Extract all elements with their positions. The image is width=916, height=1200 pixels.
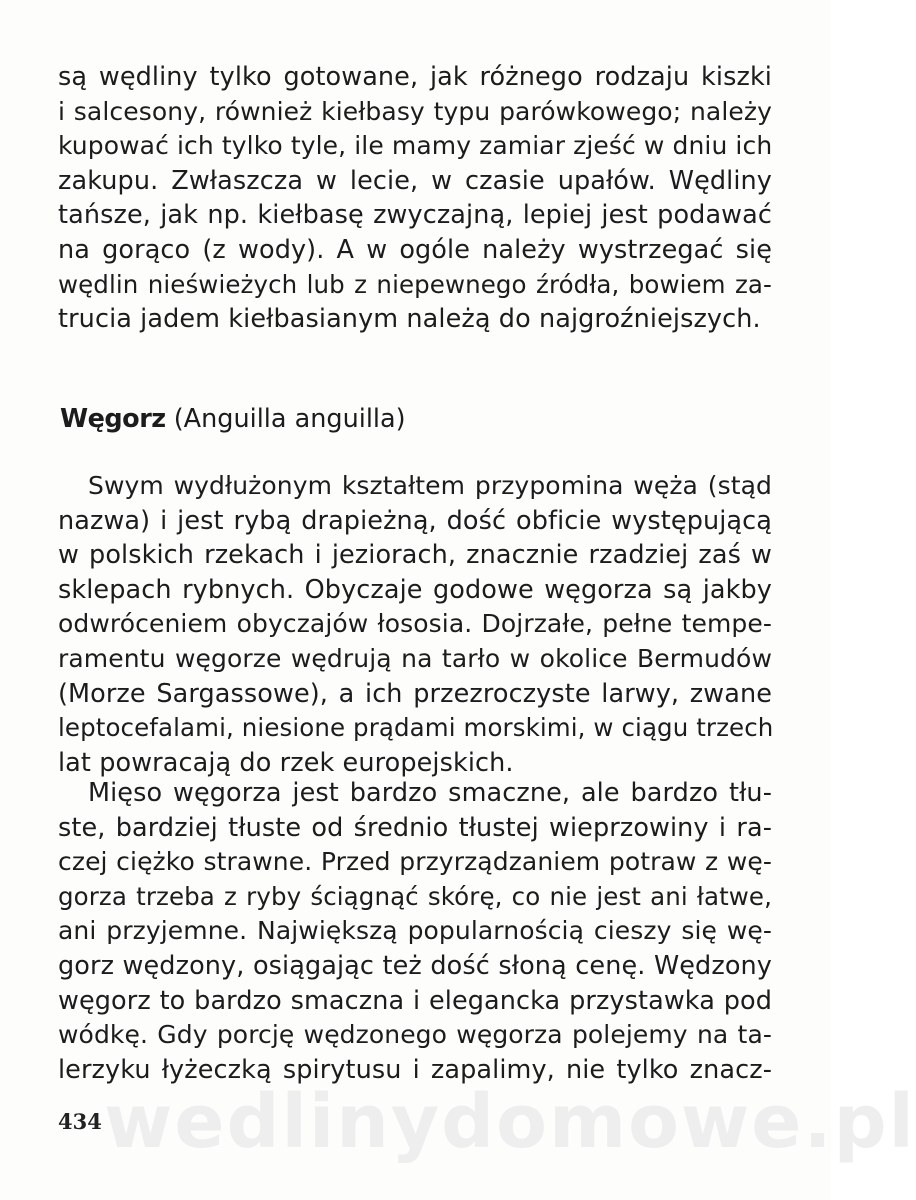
watermark: wedlinydomowe.pl <box>104 1079 916 1165</box>
text-line: Mięso węgorza jest bardzo smaczne, ale bardzo tłu- <box>88 778 772 808</box>
text-line: lat powracają do rzek europejskich. <box>58 747 514 778</box>
page-number: 434 <box>58 1109 102 1134</box>
text-line: w polskich rzekach i jeziorach, znacznie rzadziej zaś w <box>58 540 772 571</box>
text-line: lerzyku łyżeczką spirytusu i zapalimy, nie tylko znacz- <box>58 1054 772 1085</box>
text-line: i salcesony, również kiełbasy typu parówkowego; należy <box>58 96 772 126</box>
text-line: węgorz to bardzo smaczna i elegancka przystawka pod <box>58 985 772 1016</box>
text-line: Swym wydłużonym kształtem przypomina węża (stąd <box>88 471 772 500</box>
text-line: nazwa) i jest rybą drapieżną, dość obficie występującą <box>58 505 772 536</box>
text-line: wódkę. Gdy porcję wędzonego węgorza polejemy na ta- <box>58 1020 772 1050</box>
heading-latin-name: (Anguilla anguilla) <box>173 404 406 434</box>
text-line: są wędliny tylko gotowane, jak różnego rodzaju kiszki <box>58 62 772 92</box>
text-line: gorza trzeba z ryby ściągnąć skórę, co nie jest ani łatwe, <box>58 881 772 911</box>
text-line: ramentu węgorze wędrują na tarło w okolice Bermudów <box>58 643 772 673</box>
text-line: zakupu. Zwłaszcza w lecie, w czasie upałów. Wędliny <box>58 165 772 196</box>
text-line: tańsze, jak np. kiełbasę zwyczajną, lepiej jest podawać <box>58 200 772 231</box>
paragraph-eel-meat <box>58 776 772 1087</box>
paragraph-eel-description <box>58 469 772 780</box>
text-line: czej ciężko strawne. Przed przyrządzaniem potraw z wę- <box>58 847 772 877</box>
text-line: (Morze Sargassowe), a ich przezroczyste larwy, zwane <box>58 678 772 709</box>
text-line: na gorąco (z wody). A w ogóle należy wystrzegać się <box>58 234 772 265</box>
text-line: trucia jadem kiełbasianym należą do najgroźniejszych. <box>58 304 761 335</box>
text-line: wędlin nieświeżych lub z niepewnego źródła, bowiem za- <box>58 269 772 299</box>
text-line: ani przyjemne. Największą popularnością cieszy się wę- <box>58 916 772 946</box>
text-line: kupować ich tylko tyle, ile mamy zamiar zjeść w dniu ich <box>58 131 773 161</box>
text-line: leptocefalami, niesione prądami morskimi, w ciągu trzech <box>58 713 774 743</box>
heading-name: Węgorz <box>60 404 166 434</box>
section-heading <box>60 402 406 436</box>
text-line: odwróceniem obyczajów łososia. Dojrzałe, pełne tempe- <box>58 609 772 639</box>
paragraph-sausage-advice <box>58 60 772 337</box>
text-line: ste, bardziej tłuste od średnio tłustej wieprzowiny i ra- <box>58 812 772 843</box>
text-line: gorz wędzony, osiągając też dość słoną cenę. Wędzony <box>58 950 772 981</box>
text-line: sklepach rybnych. Obyczaje godowe węgorza są jakby <box>58 574 772 605</box>
